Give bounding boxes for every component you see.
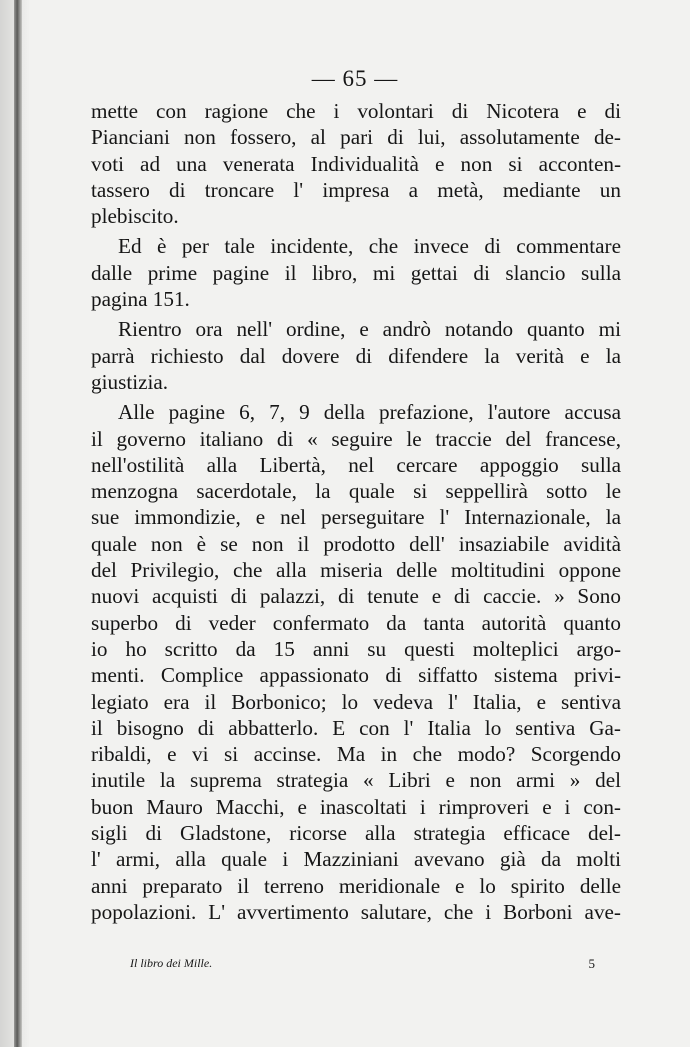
text-line: del Privilegio, che alla miseria delle moltitudini oppone — [91, 558, 621, 583]
text-line: il governo italiano di « seguire le traccie del francese, — [91, 426, 621, 451]
text-line: popolazioni. L' avvertimento salutare, che i Borboni ave- — [91, 899, 621, 924]
text-line: nell'ostilità alla Libertà, nel cercare appoggio sulla — [91, 452, 621, 477]
text-line: inutile la suprema strategia « Libri e non armi » del — [91, 768, 621, 793]
text-line: mette con ragione che i volontari di Nicotera e di — [91, 99, 621, 123]
text-line: superbo di veder confermato da tanta autorità quanto — [91, 610, 621, 635]
text-line: Ed è per tale incidente, che invece di commentare — [118, 234, 621, 259]
text-line: nuovi acquisti di palazzi, di tenute e di caccie. » Sono — [91, 584, 621, 609]
text-line: quale non è se non il prodotto dell' insaziabile avidità — [91, 531, 621, 556]
text-line: giustizia. — [91, 369, 169, 394]
text-line: sigli di Gladstone, ricorse alla strategia efficace del- — [91, 821, 621, 846]
text-line: Pianciani non fossero, al pari di lui, assolutamente de- — [91, 125, 621, 150]
text-line: menti. Complice appassionato di siffatto sistema privi- — [91, 663, 621, 688]
text-line: l' armi, alla quale i Mazziniani avevano già da molti — [91, 847, 621, 872]
text-line: io ho scritto da 15 anni su questi molteplici argo- — [91, 636, 621, 661]
text-line: Alle pagine 6, 7, 9 della prefazione, l'autore accusa — [118, 400, 621, 425]
text-line: parrà richiesto dal dovere di difendere la verità e la — [91, 343, 621, 368]
text-line: menzogna sacerdotale, la quale si seppellirà sotto le — [91, 479, 621, 504]
footer-book-title: Il libro dei Mille. — [130, 956, 213, 970]
footer-signature-mark: 5 — [588, 956, 595, 971]
text-block — [91, 98, 621, 925]
text-line: voti ad una venerata Individualità e non si acconten- — [91, 151, 621, 176]
text-line: sue immondizie, e nel perseguitare l' Internazionale, la — [91, 505, 621, 530]
text-line: legiato era il Borbonico; lo vedeva l' Italia, e sentiva — [91, 689, 621, 714]
text-line: il bisogno di abbatterlo. E con l' Italia lo sentiva Ga- — [91, 715, 621, 740]
text-line: Rientro ora nell' ordine, e andrò notando quanto mi — [118, 317, 621, 342]
text-line: pagina 151. — [91, 287, 190, 312]
page-binding-edge — [14, 0, 22, 1047]
text-line: tassero di troncare l' impresa a metà, mediante un — [91, 177, 621, 202]
page-footer — [130, 956, 595, 972]
text-line: buon Mauro Macchi, e inascoltati i rimproveri e i con- — [91, 794, 621, 819]
text-line: dalle prime pagine il libro, mi gettai di slancio sulla — [91, 260, 621, 285]
text-line: plebiscito. — [91, 204, 179, 229]
page-number: — 65 — — [311, 66, 399, 91]
text-line: ribaldi, e vi si accinse. Ma in che modo? Scorgendo — [91, 742, 621, 767]
text-line: anni preparato il terreno meridionale e lo spirito delle — [91, 873, 621, 898]
